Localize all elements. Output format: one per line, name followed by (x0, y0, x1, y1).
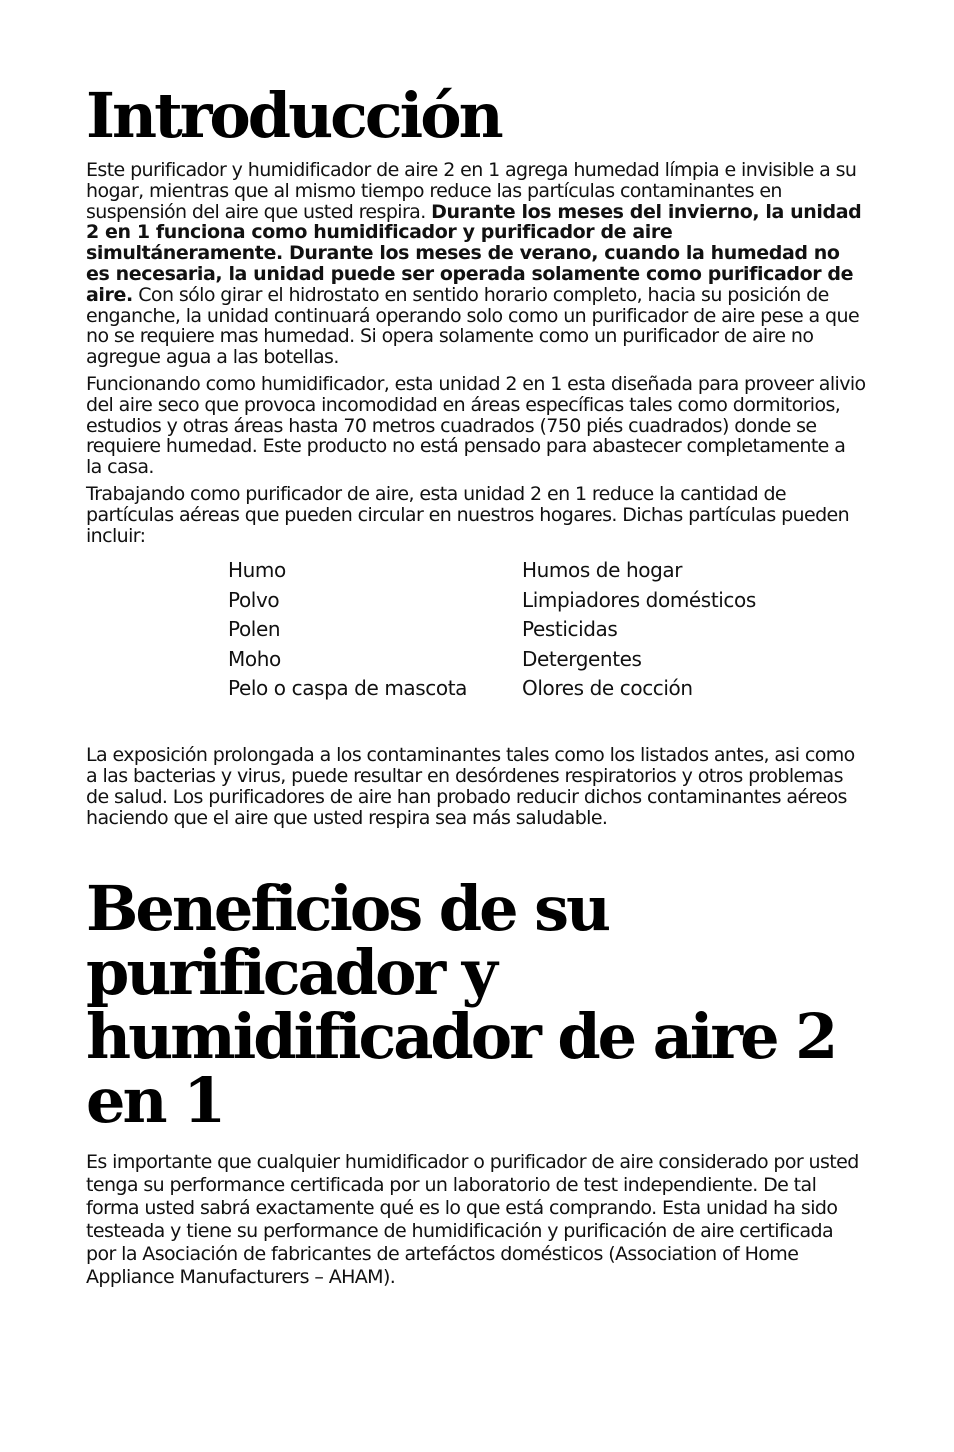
intro-paragraph-1-text-b: Con sólo girar el hidrostato en sentido horario completo, hacia su posición de enganche, la unidad continuará operando solo como un purificador de aire pese a que no se requiere mas humedad. Si opera solamente como un purificador de aire no agregue agua a las botellas. (86, 283, 860, 369)
particle-item: Pesticidas (522, 617, 618, 642)
intro-paragraph-1-text-a: Este purificador y humidificador de aire 2 en 1 agrega humedad límpia e invisible a su hogar, mientras que al mismo tiempo reduce las partículas contaminantes en suspensión del aire que usted respira. (86, 159, 857, 223)
particle-item: Polvo (228, 587, 280, 612)
particle-item: Limpiadores domésticos (522, 587, 756, 612)
benefits-paragraph-1: Es importante que cualquier humidificador o purificador de aire considerado por usted tenga su performance certificada por un laboratorio de test independiente. De tal forma usted sabrá exactamente qué es lo que está comprando. Esta unidad ha sido testeada y tiene su performance de humidificación y purificación de aire certificada por la Asociación de fabricantes de artefáctos domésticos (Association of Home Appliance Manufacturers – AHAM). (86, 1150, 859, 1288)
intro-paragraph-2: Funcionando como humidificador, esta unidad 2 en 1 esta diseñada para proveer alivio del aire seco que provoca incomodidad en áreas específicas tales como dormitorios, estudios y otras áreas hasta 70 metros cuadrados (750 piés cuadrados) donde se requiere humedad. Este producto no está pensado para abastecer completamente a la casa. (86, 372, 866, 479)
particle-item: Olores de cocción (522, 675, 693, 700)
intro-paragraph-4: La exposición prolongada a los contaminantes tales como los listados antes, asi como a las bacterias y virus, puede resultar en desórdenes respiratorios y otros problemas de salud. Los purificadores de aire han probado reducir dichos contaminantes aéreos haciendo que el aire que usted respira sea más saludable. (86, 744, 855, 829)
particle-item: Moho (228, 646, 281, 671)
particle-item: Humo (228, 558, 286, 583)
benefits-heading-line-1: Beneficios de su purificador y (86, 871, 609, 1009)
document-page (86, 79, 866, 1295)
particle-item: Pelo o caspa de mascota (228, 675, 468, 700)
particle-list (228, 556, 866, 703)
benefits-heading-line-2: humidificador de aire 2 en 1 (86, 999, 836, 1137)
particle-item: Detergentes (522, 646, 642, 671)
benefits-heading (86, 871, 866, 1137)
intro-paragraph-1 (86, 160, 866, 368)
particle-item: Humos de hogar (522, 558, 683, 583)
intro-paragraph-3: Trabajando como purificador de aire, esta unidad 2 en 1 reduce la cantidad de partículas aéreas que pueden circular en nuestros hogares. Dichas partículas pueden incluir: (86, 482, 850, 547)
intro-heading: Introducción (86, 79, 501, 152)
particle-item: Polen (228, 617, 281, 642)
intro-paragraph-1-bold: Durante los meses del invierno, la unidad 2 en 1 funciona como humidificador y purificador de aire simultáneramente. Durante los meses de verano, cuando la humedad no es necesaria, la unidad puede ser operada solamente como purificador de aire. (86, 200, 862, 306)
